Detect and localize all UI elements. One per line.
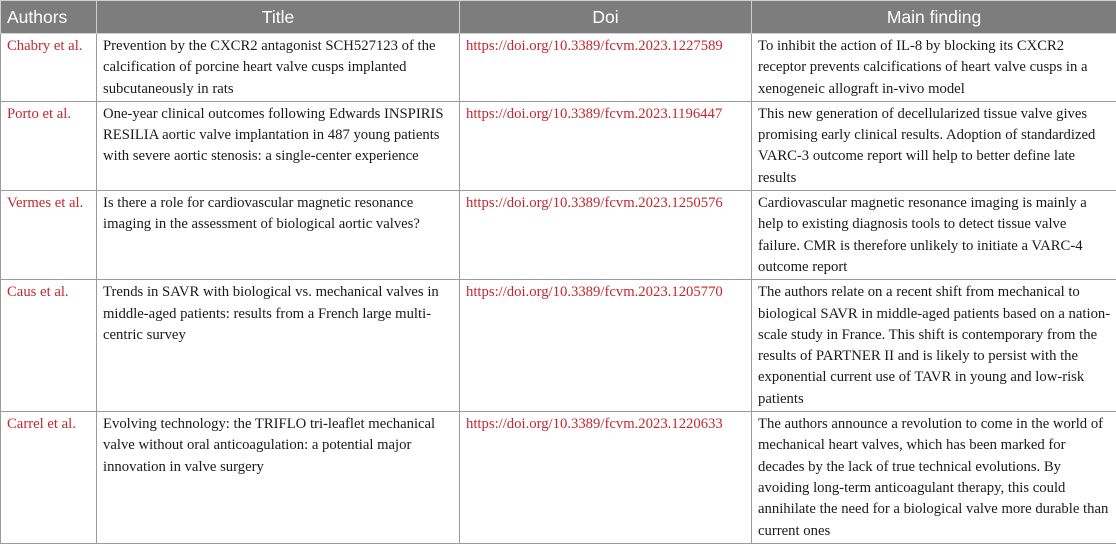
- author-cell: Caus et al.: [1, 280, 97, 412]
- title-cell: Is there a role for cardiovascular magnetic resonance imaging in the assessment of biological aortic valves?: [97, 191, 460, 280]
- finding-cell: The authors announce a revolution to come in the world of mechanical heart valves, which has been marked for decades by the lack of true technical evolutions. By avoiding long-term anticoagulant therapy, this could annihilate the need for a biological valve more durable than current ones: [752, 412, 1116, 544]
- header-authors: Authors: [1, 1, 97, 34]
- header-doi: Doi: [460, 1, 752, 34]
- finding-cell: This new generation of decellularized tissue valve gives promising early clinical results. Adoption of standardized VARC-3 outcome report will help to better define late results: [752, 101, 1116, 190]
- author-cell: Vermes et al.: [1, 191, 97, 280]
- doi-link[interactable]: https://doi.org/10.3389/fcvm.2023.1227589: [460, 34, 752, 102]
- doi-link[interactable]: https://doi.org/10.3389/fcvm.2023.1205770: [460, 280, 752, 412]
- title-cell: Trends in SAVR with biological vs. mechanical valves in middle-aged patients: results from a French large multi-centric survey: [97, 280, 460, 412]
- title-cell: One-year clinical outcomes following Edwards INSPIRIS RESILIA aortic valve implantation in 487 young patients with severe aortic stenosis: a single-center experience: [97, 101, 460, 190]
- finding-cell: Cardiovascular magnetic resonance imaging is mainly a help to existing diagnosis tools to detect tissue valve failure. CMR is therefore unlikely to initiate a VARC-4 outcome report: [752, 191, 1116, 280]
- header-row: [1, 1, 1116, 34]
- title-cell: Evolving technology: the TRIFLO tri-leaflet mechanical valve without oral anticoagulation: a potential major innovation in valve surgery: [97, 412, 460, 544]
- finding-cell: The authors relate on a recent shift from mechanical to biological SAVR in middle-aged patients based on a nation-scale study in France. This shift is contemporary from the results of PARTNER II and is likely to persist with the exponential current use of TAVR in young and low-risk patients: [752, 280, 1116, 412]
- finding-cell: To inhibit the action of IL-8 by blocking its CXCR2 receptor prevents calcifications of heart valve cusps in a xenogeneic allograft in-vivo model: [752, 34, 1116, 102]
- doi-link[interactable]: https://doi.org/10.3389/fcvm.2023.1196447: [460, 101, 752, 190]
- table-row: [1, 191, 1116, 280]
- author-cell: Chabry et al.: [1, 34, 97, 102]
- doi-link[interactable]: https://doi.org/10.3389/fcvm.2023.1250576: [460, 191, 752, 280]
- author-cell: Carrel et al.: [1, 412, 97, 544]
- doi-link[interactable]: https://doi.org/10.3389/fcvm.2023.1220633: [460, 412, 752, 544]
- table-row: [1, 34, 1116, 102]
- table-row: [1, 280, 1116, 412]
- table-row: [1, 101, 1116, 190]
- title-cell: Prevention by the CXCR2 antagonist SCH527123 of the calcification of porcine heart valve cusps implanted subcutaneously in rats: [97, 34, 460, 102]
- header-title: Title: [97, 1, 460, 34]
- author-cell: Porto et al.: [1, 101, 97, 190]
- table-row: [1, 412, 1116, 544]
- header-main-finding: Main finding: [752, 1, 1116, 34]
